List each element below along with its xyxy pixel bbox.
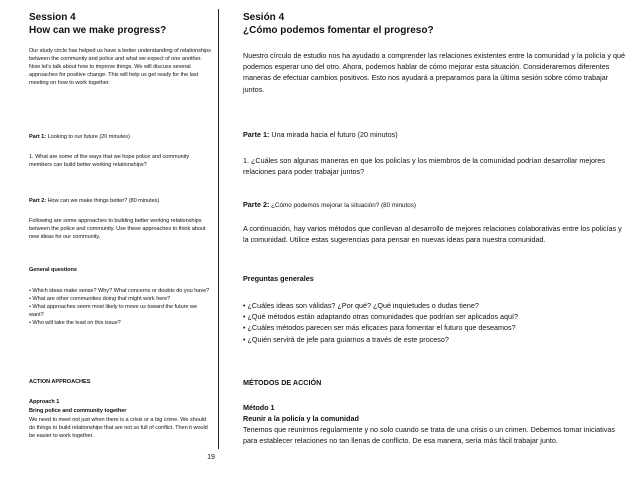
approach1-title: Bring police and community together (29, 408, 127, 414)
part2-text: ¿Cómo podemos mejorar la situación? (80 minutos) (269, 202, 417, 209)
general-questions-heading: General questions (29, 267, 77, 273)
list-item: • Who will take the lead on this issue? (29, 320, 121, 327)
list-item: • ¿Quién servirá de jefe para guiarnos a través de este proceso? (243, 334, 449, 344)
part2-text: How can we make things better? (80 minutes) (46, 198, 160, 204)
part1-question: 1. What are some of the ways that we hope police and community members can build better working relationships? (29, 154, 190, 169)
general-questions-heading: Preguntas generales (243, 274, 314, 283)
part1-heading (29, 133, 211, 141)
session-label: Sesión 4 (243, 12, 285, 23)
part2-intro: A continuación, hay varios métodos que conllevan al desarrollo de mejores relaciones colaborativas entre los policías y la comunidad. Utilice estas sugerencias para pensar en nuevas ideas para nuestra comunidad. (243, 224, 622, 245)
list-item: • Which ideas make sense? Why? What concerns or doubts do you have? (29, 288, 210, 294)
page-number: 19 (207, 454, 215, 461)
general-questions-list (29, 287, 211, 327)
list-item: • What are other communities doing that might work here? (29, 296, 171, 303)
list-item: • What approaches seem most likely to move us toward the future we want? (29, 304, 198, 319)
intro-paragraph: Our study circle has helped us have a better understanding of relationships between the community and police and what we expect of one another. Now let’s talk about how to improve things. We will discuss several approaches for positive change. This will help us get ready for the last meeting on how to work together. (29, 48, 211, 87)
part2-heading (29, 197, 211, 205)
session-label: Session 4 (29, 12, 76, 23)
part1-label: Parte 1: (243, 130, 270, 139)
part2-intro: Following are some approaches to building better working relationships between the police and community. Use these approaches to think about new ideas for our community. (29, 218, 206, 241)
part2-label: Parte 2: (243, 200, 270, 209)
intro-paragraph: Nuestro círculo de estudio nos ha ayudado a comprender las relaciones existentes entre la comunidad y la policía y qué podemos esperar uno del otro. Ahora, podemos hablar de cómo mejorar esta situación. Consideraremos diferentes maneras de efectuar cambios positivos. Esto nos ayudará a prepararnos para la última sesión sobre cómo trabajar juntos. (243, 51, 625, 94)
action-approaches-heading: MÉTODOS DE ACCIÓN (243, 378, 322, 387)
approach1-title: Reunir a la policía y la comunidad (243, 414, 359, 423)
list-item: • ¿Cuáles métodos parecen ser más eficaces para fomentar el futuro que deseamos? (243, 323, 516, 333)
column-divider (218, 9, 219, 449)
action-approaches-heading: ACTION APPROACHES (29, 379, 91, 385)
session-title: ¿Cómo podemos fomentar el progreso? (243, 25, 434, 36)
part2-label: Part 2: (29, 198, 47, 204)
part2-heading (243, 199, 628, 211)
approach1-label: Approach 1 (29, 399, 60, 405)
part1-heading (243, 129, 628, 140)
part1-text: Looking to our future (20 minutes) (46, 134, 130, 140)
approach1-text: We need to meet not just when there is a crisis or a big crime. We should do things to build relationships that are not so full of conflict. Then it would be easier to work together. (29, 417, 208, 440)
general-questions-list (243, 300, 628, 345)
part1-question: 1. ¿Cuáles son algunas maneras en que los policías y los miembros de la comunidad podrían desarrollar mejores relaciones para poder trabajar juntos? (243, 156, 605, 177)
approach1-text: Tenemos que reunirnos regularmente y no solo cuando se trata de una crisis o un crimen. Debemos tomar iniciativas para establecer relaciones no tan llenas de conflicto. De esa manera, sería más fácil trabajar junto. (243, 425, 615, 446)
list-item: • ¿Cuáles ideas son válidas? ¿Por qué? ¿Qué inquietudes o dudas tiene? (243, 301, 479, 310)
approach1-label: Método 1 (243, 403, 275, 412)
part1-label: Part 1: (29, 134, 47, 140)
list-item: • ¿Qué métodos están adaptando otras comunidades que podrían ser aplicados aquí? (243, 312, 519, 322)
session-title: How can we make progress? (29, 25, 167, 36)
part1-text: Una mirada hacia el futuro (20 minutos) (269, 130, 398, 139)
